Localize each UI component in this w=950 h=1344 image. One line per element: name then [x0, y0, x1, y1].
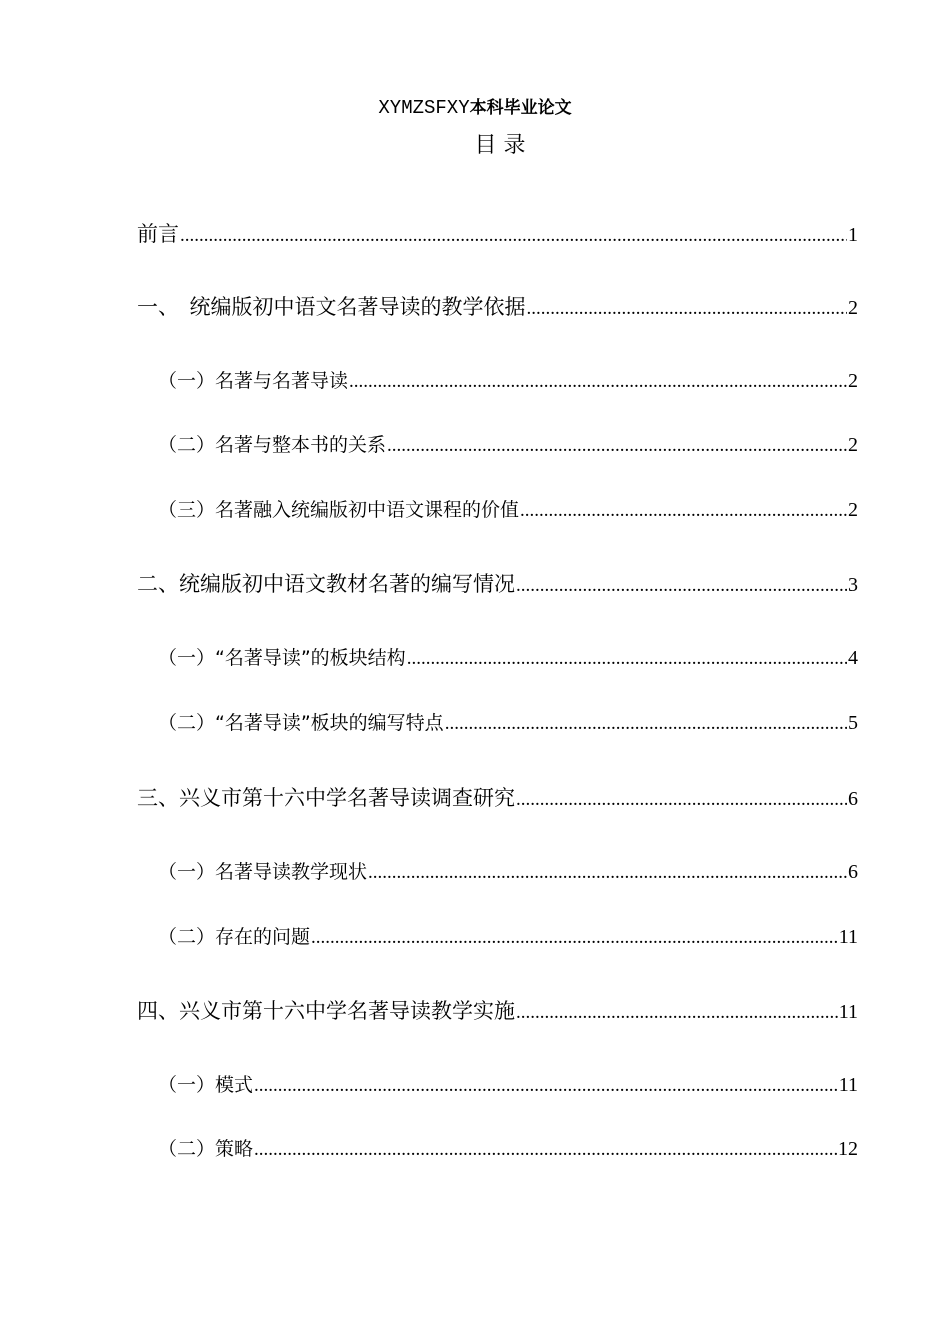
toc-entry-text: （二）“名著导读”板块的编写特点 — [158, 712, 444, 734]
toc-leader-dots — [407, 645, 847, 673]
toc-entry-text: （一）名著导读教学现状 — [158, 861, 368, 883]
toc-page-number: 11 — [838, 1074, 858, 1096]
toc-entry-text: 一、 统编版初中语文名著导读的教学依据 — [137, 295, 526, 319]
toc-leader-dots — [516, 785, 847, 815]
toc-page-number: 3 — [848, 574, 858, 596]
toc-page-number: 1 — [848, 224, 858, 246]
toc-entry-preface[interactable] — [137, 219, 858, 251]
toc-entry-section-3-2[interactable] — [158, 923, 858, 952]
school-code: XYMZSFXY — [378, 97, 470, 119]
toc-leader-dots — [445, 710, 847, 738]
toc-leader-dots — [516, 571, 847, 601]
toc-entry-text: （二）策略 — [158, 1138, 254, 1160]
toc-entry-section-3-1[interactable] — [158, 858, 858, 887]
toc-entry-section-2-1[interactable] — [158, 644, 858, 673]
toc-entry-chapter-1[interactable] — [137, 292, 858, 324]
toc-page-number: 11 — [838, 926, 858, 948]
toc-leader-dots — [516, 998, 838, 1028]
toc-entry-section-4-2[interactable] — [158, 1135, 858, 1164]
header-label: 本科毕业论文 — [469, 98, 572, 118]
toc-leader-dots — [254, 1136, 837, 1164]
toc-page-number: 11 — [838, 1001, 858, 1023]
toc-entry-text: 三、兴义市第十六中学名著导读调查研究 — [137, 786, 515, 810]
toc-page-number: 6 — [848, 788, 858, 810]
toc-page-number: 2 — [848, 370, 858, 392]
toc-entry-text: （二）存在的问题 — [158, 926, 311, 948]
toc-entry-section-1-2[interactable] — [158, 431, 858, 460]
toc-entry-text: 前言 — [137, 222, 179, 246]
toc-entry-text: （一）名著与名著导读 — [158, 370, 349, 392]
toc-entry-text: （三）名著融入统编版初中语文课程的价值 — [158, 499, 520, 521]
toc-page-number: 12 — [838, 1138, 858, 1160]
toc-entry-section-2-2[interactable] — [158, 709, 858, 738]
toc-entry-text: （一）“名著导读”的板块结构 — [158, 647, 406, 669]
toc-entry-section-1-3[interactable] — [158, 496, 858, 525]
toc-entry-chapter-4[interactable] — [137, 996, 858, 1028]
toc-entry-chapter-2[interactable] — [137, 569, 858, 601]
toc-page-number: 4 — [848, 647, 858, 669]
toc-leader-dots — [527, 294, 848, 324]
toc-entry-section-4-1[interactable] — [158, 1071, 858, 1100]
toc-entry-chapter-3[interactable] — [137, 783, 858, 815]
toc-leader-dots — [368, 859, 847, 887]
toc-entry-text: （二）名著与整本书的关系 — [158, 434, 387, 456]
toc-leader-dots — [387, 432, 847, 460]
toc-entry-text: 二、统编版初中语文教材名著的编写情况 — [137, 572, 515, 596]
toc-leader-dots — [520, 497, 847, 525]
toc-leader-dots — [180, 221, 847, 251]
toc-leader-dots — [254, 1072, 838, 1100]
toc-entry-text: （一）模式 — [158, 1074, 254, 1096]
toc-page-number: 2 — [848, 434, 858, 456]
page-title: 目 录 — [474, 133, 526, 158]
toc-leader-dots — [349, 368, 847, 396]
toc-entry-section-1-1[interactable] — [158, 367, 858, 396]
page-header — [0, 94, 950, 121]
toc-leader-dots — [311, 924, 838, 952]
toc-page-number: 5 — [848, 712, 858, 734]
toc-page-number: 2 — [848, 297, 858, 319]
toc-entry-text: 四、兴义市第十六中学名著导读教学实施 — [137, 999, 515, 1023]
toc-page-number: 2 — [848, 499, 858, 521]
toc-page-number: 6 — [848, 861, 858, 883]
